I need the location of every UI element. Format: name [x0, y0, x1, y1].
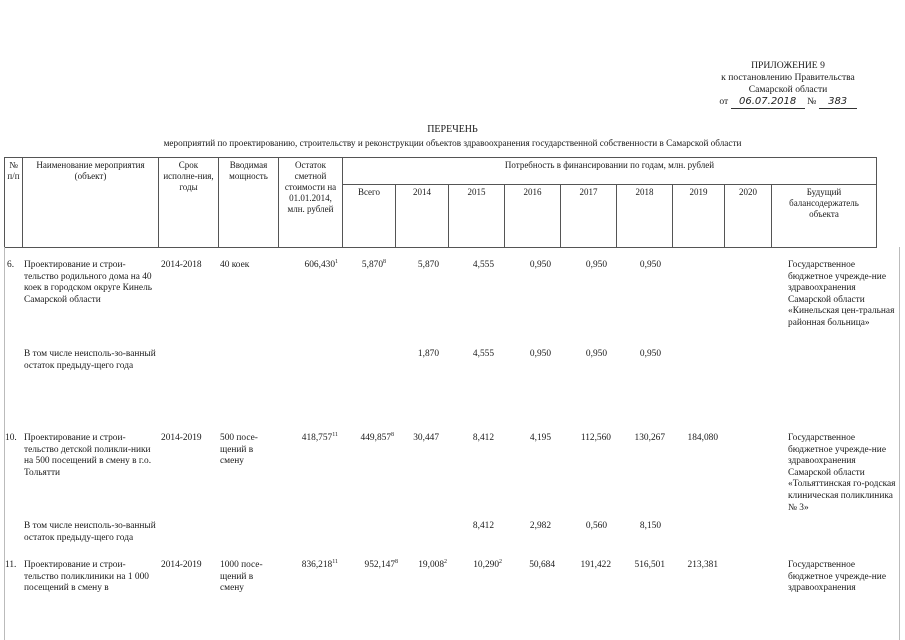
row-2019: 213,381 — [687, 560, 718, 570]
balance-footnote: 11 — [332, 431, 338, 438]
row-2014: 5,870 — [417, 260, 439, 270]
total-footnote: 8 — [395, 558, 398, 565]
row-capacity: 1000 посе-щений в смену — [220, 560, 263, 594]
balance-footnote: 1 — [335, 258, 338, 265]
row-num: 10. — [5, 433, 17, 443]
row-capacity: 500 посе-щений в смену — [220, 433, 258, 467]
row-name: Проектирование и строи-тельство поликлиники на 1 000 посещений в смену в — [24, 560, 149, 594]
header-capacity: Вводимая мощность — [219, 158, 279, 248]
header-table — [4, 157, 877, 248]
header-term: Срок исполне-ния, годы — [159, 158, 219, 248]
appendix-date-line — [688, 96, 888, 109]
row-name: В том числе неисполь-зо-ванный остаток предыду-щего года — [24, 521, 156, 543]
row-holder: Государственное бюджетное учрежде-ние здравоохранения — [788, 560, 886, 594]
row-6-sub — [0, 349, 905, 389]
header-2018: 2018 — [617, 185, 673, 248]
row-2015: 8,412 — [472, 433, 494, 443]
row-2014: 30,447 — [413, 433, 439, 443]
row-2019: 184,080 — [687, 433, 718, 443]
row-2017: 0,950 — [585, 349, 607, 359]
row-num: 6. — [7, 260, 15, 270]
row-2016: 0,950 — [529, 349, 551, 359]
header-total: Всего — [343, 185, 396, 248]
y2014-footnote: 2 — [444, 558, 447, 565]
row-2017: 112,560 — [580, 433, 611, 443]
y2015-footnote: 2 — [499, 558, 502, 565]
document-subtitle: мероприятий по проектированию, строительству и реконструкции объектов здравоохранения государственной собственности в Самарской области — [163, 138, 742, 148]
row-2016: 2,982 — [529, 521, 551, 531]
row-6 — [0, 260, 905, 340]
balance-value: 836,218 — [301, 560, 333, 570]
row-2014 — [395, 560, 447, 572]
row-term: 2014-2019 — [161, 433, 202, 443]
appendix-line-2: к постановлению Правительства — [721, 72, 855, 83]
handwritten-date: 06.07.2018 — [731, 96, 805, 109]
row-10 — [0, 433, 905, 513]
row-total — [340, 433, 394, 445]
row-total — [340, 260, 386, 272]
document-title: ПЕРЕЧЕНЬ — [427, 124, 478, 135]
row-10-sub — [0, 521, 905, 561]
row-2017: 0,560 — [585, 521, 607, 531]
handwritten-number: 383 — [819, 96, 857, 109]
header-name: Наименование мероприятия (объект) — [23, 158, 159, 248]
total-footnote: 8 — [391, 431, 394, 438]
row-num: 11. — [5, 560, 17, 570]
balance-value: 418,757 — [301, 433, 333, 443]
row-balance — [280, 560, 338, 572]
total-value: 449,857 — [360, 433, 391, 443]
header-2016: 2016 — [505, 185, 561, 248]
balance-footnote: 11 — [332, 558, 338, 565]
total-value: 952,147 — [364, 560, 395, 570]
header-need: Потребность в финансировании по годам, млн. рублей — [343, 158, 877, 185]
balance-value: 606,430 — [304, 260, 335, 270]
number-label: № — [807, 96, 817, 107]
row-2016: 50,684 — [529, 560, 555, 570]
header-balance: Остаток сметной стоимости на 01.01.2014, млн. рублей — [279, 158, 343, 248]
header-2019: 2019 — [673, 185, 725, 248]
row-2018: 130,267 — [634, 433, 665, 443]
total-footnote: 8 — [383, 258, 386, 265]
appendix-line-3: Самарской области — [748, 84, 828, 95]
row-balance — [280, 433, 338, 445]
row-2015: 8,412 — [472, 521, 494, 531]
total-value: 5,870 — [361, 260, 383, 270]
row-holder: Государственное бюджетное учрежде-ние здравоохранения Самарской области «Тольяттинская го-родская клиническая поликлиника № 3» — [788, 433, 896, 513]
row-2017: 0,950 — [585, 260, 607, 270]
row-2017: 191,422 — [580, 560, 611, 570]
header-2020: 2020 — [725, 185, 772, 248]
appendix-title: ПРИЛОЖЕНИЕ 9 — [751, 60, 825, 71]
header-num: № п/п — [5, 158, 23, 248]
row-holder: Государственное бюджетное учрежде-ние здравоохранения Самарской области «Кинельская цен-тральная районная больница» — [788, 260, 895, 328]
row-11 — [0, 560, 905, 640]
row-2015: 4,555 — [472, 260, 494, 270]
from-label: от — [719, 96, 729, 107]
row-2016: 4,195 — [529, 433, 551, 443]
row-2016: 0,950 — [529, 260, 551, 270]
row-2015: 4,555 — [472, 349, 494, 359]
header-holder: Будущий балансодержатель объекта — [772, 185, 877, 248]
row-2014: 1,870 — [417, 349, 439, 359]
row-capacity: 40 коек — [220, 260, 250, 270]
row-total — [340, 560, 398, 572]
header-2015: 2015 — [449, 185, 505, 248]
row-2018: 8,150 — [639, 521, 661, 531]
row-term: 2014-2018 — [161, 260, 202, 270]
row-name: Проектирование и строи-тельство родильного дома на 40 коек в городском округе Кинель Самарской области — [24, 260, 153, 305]
row-2018: 0,950 — [639, 260, 661, 270]
y2015-value: 10,290 — [473, 560, 499, 570]
row-2018: 0,950 — [639, 349, 661, 359]
row-2015 — [448, 560, 502, 572]
row-2018: 516,501 — [634, 560, 665, 570]
row-balance — [280, 260, 338, 272]
appendix-block — [688, 60, 888, 109]
y2014-value: 19,008 — [418, 560, 444, 570]
row-name: Проектирование и строи-тельство детской поликли-ники на 500 посещений в смену в г.о. Тольятти — [24, 433, 152, 478]
row-name: В том числе неисполь-зо-ванный остаток предыду-щего года — [24, 349, 156, 371]
header-2017: 2017 — [561, 185, 617, 248]
header-2014: 2014 — [396, 185, 449, 248]
row-term: 2014-2019 — [161, 560, 202, 570]
